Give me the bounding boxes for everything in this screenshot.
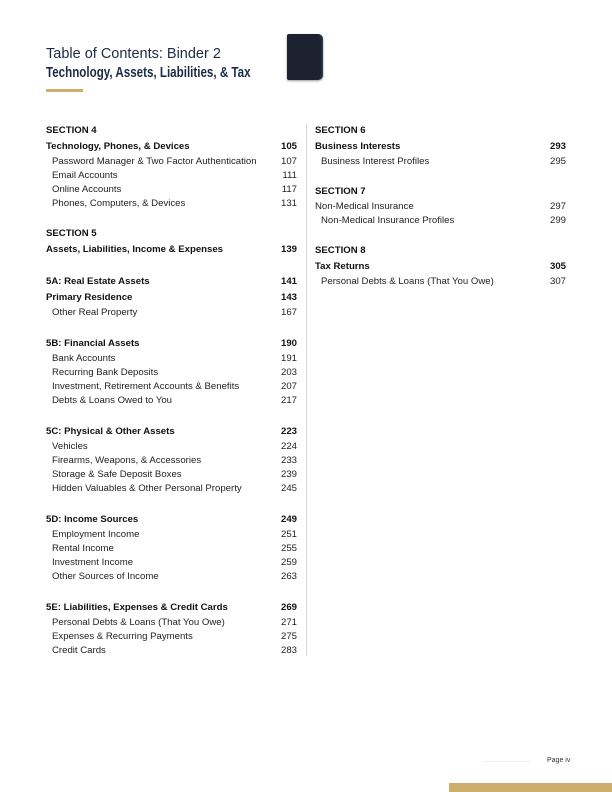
entry-page-number: 269 [280, 602, 297, 613]
toc-group [46, 600, 297, 658]
toc-entry[interactable] [46, 570, 297, 584]
toc-entry[interactable] [46, 366, 297, 380]
section-heading[interactable] [315, 124, 566, 139]
section-heading[interactable] [46, 227, 297, 242]
toc-entry[interactable] [46, 394, 297, 408]
toc-entry[interactable] [46, 556, 297, 570]
entry-label: SECTION 7 [315, 186, 366, 197]
toc-entry[interactable] [46, 468, 297, 482]
entry-page-number: 307 [549, 276, 566, 287]
toc-entry[interactable] [46, 600, 297, 616]
entry-label: Bank Accounts [52, 353, 116, 364]
entry-label: Password Manager & Two Factor Authentication [52, 156, 257, 167]
entry-label: Email Accounts [52, 170, 118, 181]
toc-group [46, 512, 297, 584]
entry-page-number: 203 [280, 367, 297, 378]
toc-entry[interactable] [46, 440, 297, 454]
toc-entry[interactable] [46, 183, 297, 197]
entry-label: Expenses & Recurring Payments [52, 631, 193, 642]
toc-entry[interactable] [46, 512, 297, 528]
entry-page-number: 255 [280, 543, 297, 554]
entry-label: 5A: Real Estate Assets [46, 276, 150, 287]
section-heading[interactable] [315, 244, 566, 259]
toc-entry[interactable] [46, 528, 297, 542]
entry-page-number: 223 [280, 426, 297, 437]
toc-entry[interactable] [315, 259, 566, 275]
entry-label: Hidden Valuables & Other Personal Property [52, 483, 242, 494]
entry-label: Non-Medical Insurance Profiles [321, 215, 455, 226]
binder-subtitle: Technology, Assets, Liabilities, & Tax [46, 65, 251, 81]
entry-page-number: 224 [280, 441, 297, 452]
toc-entry[interactable] [315, 214, 566, 228]
entry-page-number: 111 [282, 170, 297, 181]
entry-page-number: 190 [280, 338, 297, 349]
entry-label: Personal Debts & Loans (That You Owe) [321, 276, 494, 287]
toc-group [315, 185, 566, 228]
entry-label: Credit Cards [52, 645, 106, 656]
entry-page-number: 143 [280, 292, 297, 303]
toc-entry[interactable] [46, 644, 297, 658]
toc-entry[interactable] [315, 155, 566, 169]
accent-rule [46, 89, 83, 92]
entry-label: Investment Income [52, 557, 134, 568]
entry-page-number: 167 [280, 307, 297, 318]
entry-label: Employment Income [52, 529, 140, 540]
entry-label: SECTION 8 [315, 245, 366, 256]
entry-label: Storage & Safe Deposit Boxes [52, 469, 182, 480]
entry-page-number: 271 [280, 617, 297, 628]
toc-entry[interactable] [46, 274, 297, 290]
entry-page-number: 245 [280, 483, 297, 494]
entry-label: SECTION 6 [315, 125, 366, 136]
entry-label: SECTION 5 [46, 228, 97, 239]
entry-page-number: 283 [280, 645, 297, 656]
entry-page-number: 139 [280, 244, 297, 255]
entry-page-number: 239 [280, 469, 297, 480]
footer-rule [484, 761, 530, 762]
entry-page-number: 105 [280, 141, 297, 152]
entry-page-number: 207 [280, 381, 297, 392]
toc-entry[interactable] [46, 482, 297, 496]
entry-page-number: 107 [280, 156, 297, 167]
toc-entry[interactable] [46, 630, 297, 644]
toc-column-left [46, 124, 297, 674]
toc-entry[interactable] [46, 242, 297, 258]
entry-label: 5D: Income Sources [46, 514, 139, 525]
entry-page-number: 217 [280, 395, 297, 406]
entry-page-number: 263 [280, 571, 297, 582]
entry-page-number: 293 [549, 141, 566, 152]
toc-group [46, 424, 297, 496]
entry-label: Personal Debts & Loans (That You Owe) [52, 617, 225, 628]
entry-label: Technology, Phones, & Devices [46, 141, 190, 152]
toc-entry[interactable] [46, 306, 297, 320]
section-heading[interactable] [46, 124, 297, 139]
toc-group [315, 244, 566, 289]
toc-entry[interactable] [46, 616, 297, 630]
toc-group [46, 336, 297, 408]
entry-page-number: 131 [280, 198, 297, 209]
toc-column-right [315, 124, 566, 305]
entry-label: Other Sources of Income [52, 571, 159, 582]
entry-label: Online Accounts [52, 184, 122, 195]
toc-entry[interactable] [46, 454, 297, 468]
column-divider [306, 124, 307, 656]
toc-entry[interactable] [46, 197, 297, 211]
toc-entry[interactable] [46, 424, 297, 440]
entry-label: Debts & Loans Owed to You [52, 395, 173, 406]
entry-label: 5C: Physical & Other Assets [46, 426, 175, 437]
entry-label: 5E: Liabilities, Expenses & Credit Cards [46, 602, 228, 613]
toc-entry[interactable] [315, 139, 566, 155]
toc-entry[interactable] [46, 352, 297, 366]
toc-entry[interactable] [46, 155, 297, 169]
entry-label: Vehicles [52, 441, 88, 452]
entry-label: Investment, Retirement Accounts & Benefits [52, 381, 240, 392]
section-heading[interactable] [315, 185, 566, 200]
page-number: Page iv [547, 757, 571, 764]
toc-group [46, 124, 297, 211]
entry-label: Phones, Computers, & Devices [52, 198, 186, 209]
entry-page-number: 299 [549, 215, 566, 226]
binder-image [287, 34, 323, 80]
toc-title: Table of Contents: Binder 2 [46, 46, 221, 62]
toc-entry[interactable] [46, 336, 297, 352]
entry-label: Other Real Property [52, 307, 138, 318]
entry-page-number: 117 [281, 184, 297, 195]
entry-label: Rental Income [52, 543, 114, 554]
entry-label: Firearms, Weapons, & Accessories [52, 455, 202, 466]
entry-label: Non-Medical Insurance [315, 201, 414, 212]
entry-page-number: 275 [280, 631, 297, 642]
toc-entry[interactable] [46, 290, 297, 306]
toc-entry[interactable] [315, 275, 566, 289]
toc-entry[interactable] [46, 169, 297, 183]
entry-page-number: 191 [280, 353, 297, 364]
toc-entry[interactable] [46, 542, 297, 556]
entry-page-number: 141 [280, 276, 297, 287]
entry-page-number: 251 [280, 529, 297, 540]
footer-accent-bar [449, 783, 612, 792]
toc-group [315, 124, 566, 169]
entry-label: Recurring Bank Deposits [52, 367, 159, 378]
toc-group [46, 274, 297, 320]
entry-label: Business Interest Profiles [321, 156, 430, 167]
entry-page-number: 297 [549, 201, 566, 212]
entry-page-number: 295 [549, 156, 566, 167]
entry-page-number: 305 [549, 261, 566, 272]
toc-group [46, 227, 297, 258]
entry-page-number: 233 [280, 455, 297, 466]
entry-label: Primary Residence [46, 292, 133, 303]
toc-entry[interactable] [315, 200, 566, 214]
entry-label: Tax Returns [315, 261, 370, 272]
entry-page-number: 259 [280, 557, 297, 568]
entry-label: 5B: Financial Assets [46, 338, 140, 349]
entry-label: Business Interests [315, 141, 401, 152]
entry-label: Assets, Liabilities, Income & Expenses [46, 244, 224, 255]
toc-entry[interactable] [46, 139, 297, 155]
toc-entry[interactable] [46, 380, 297, 394]
entry-label: SECTION 4 [46, 125, 97, 136]
entry-page-number: 249 [280, 514, 297, 525]
